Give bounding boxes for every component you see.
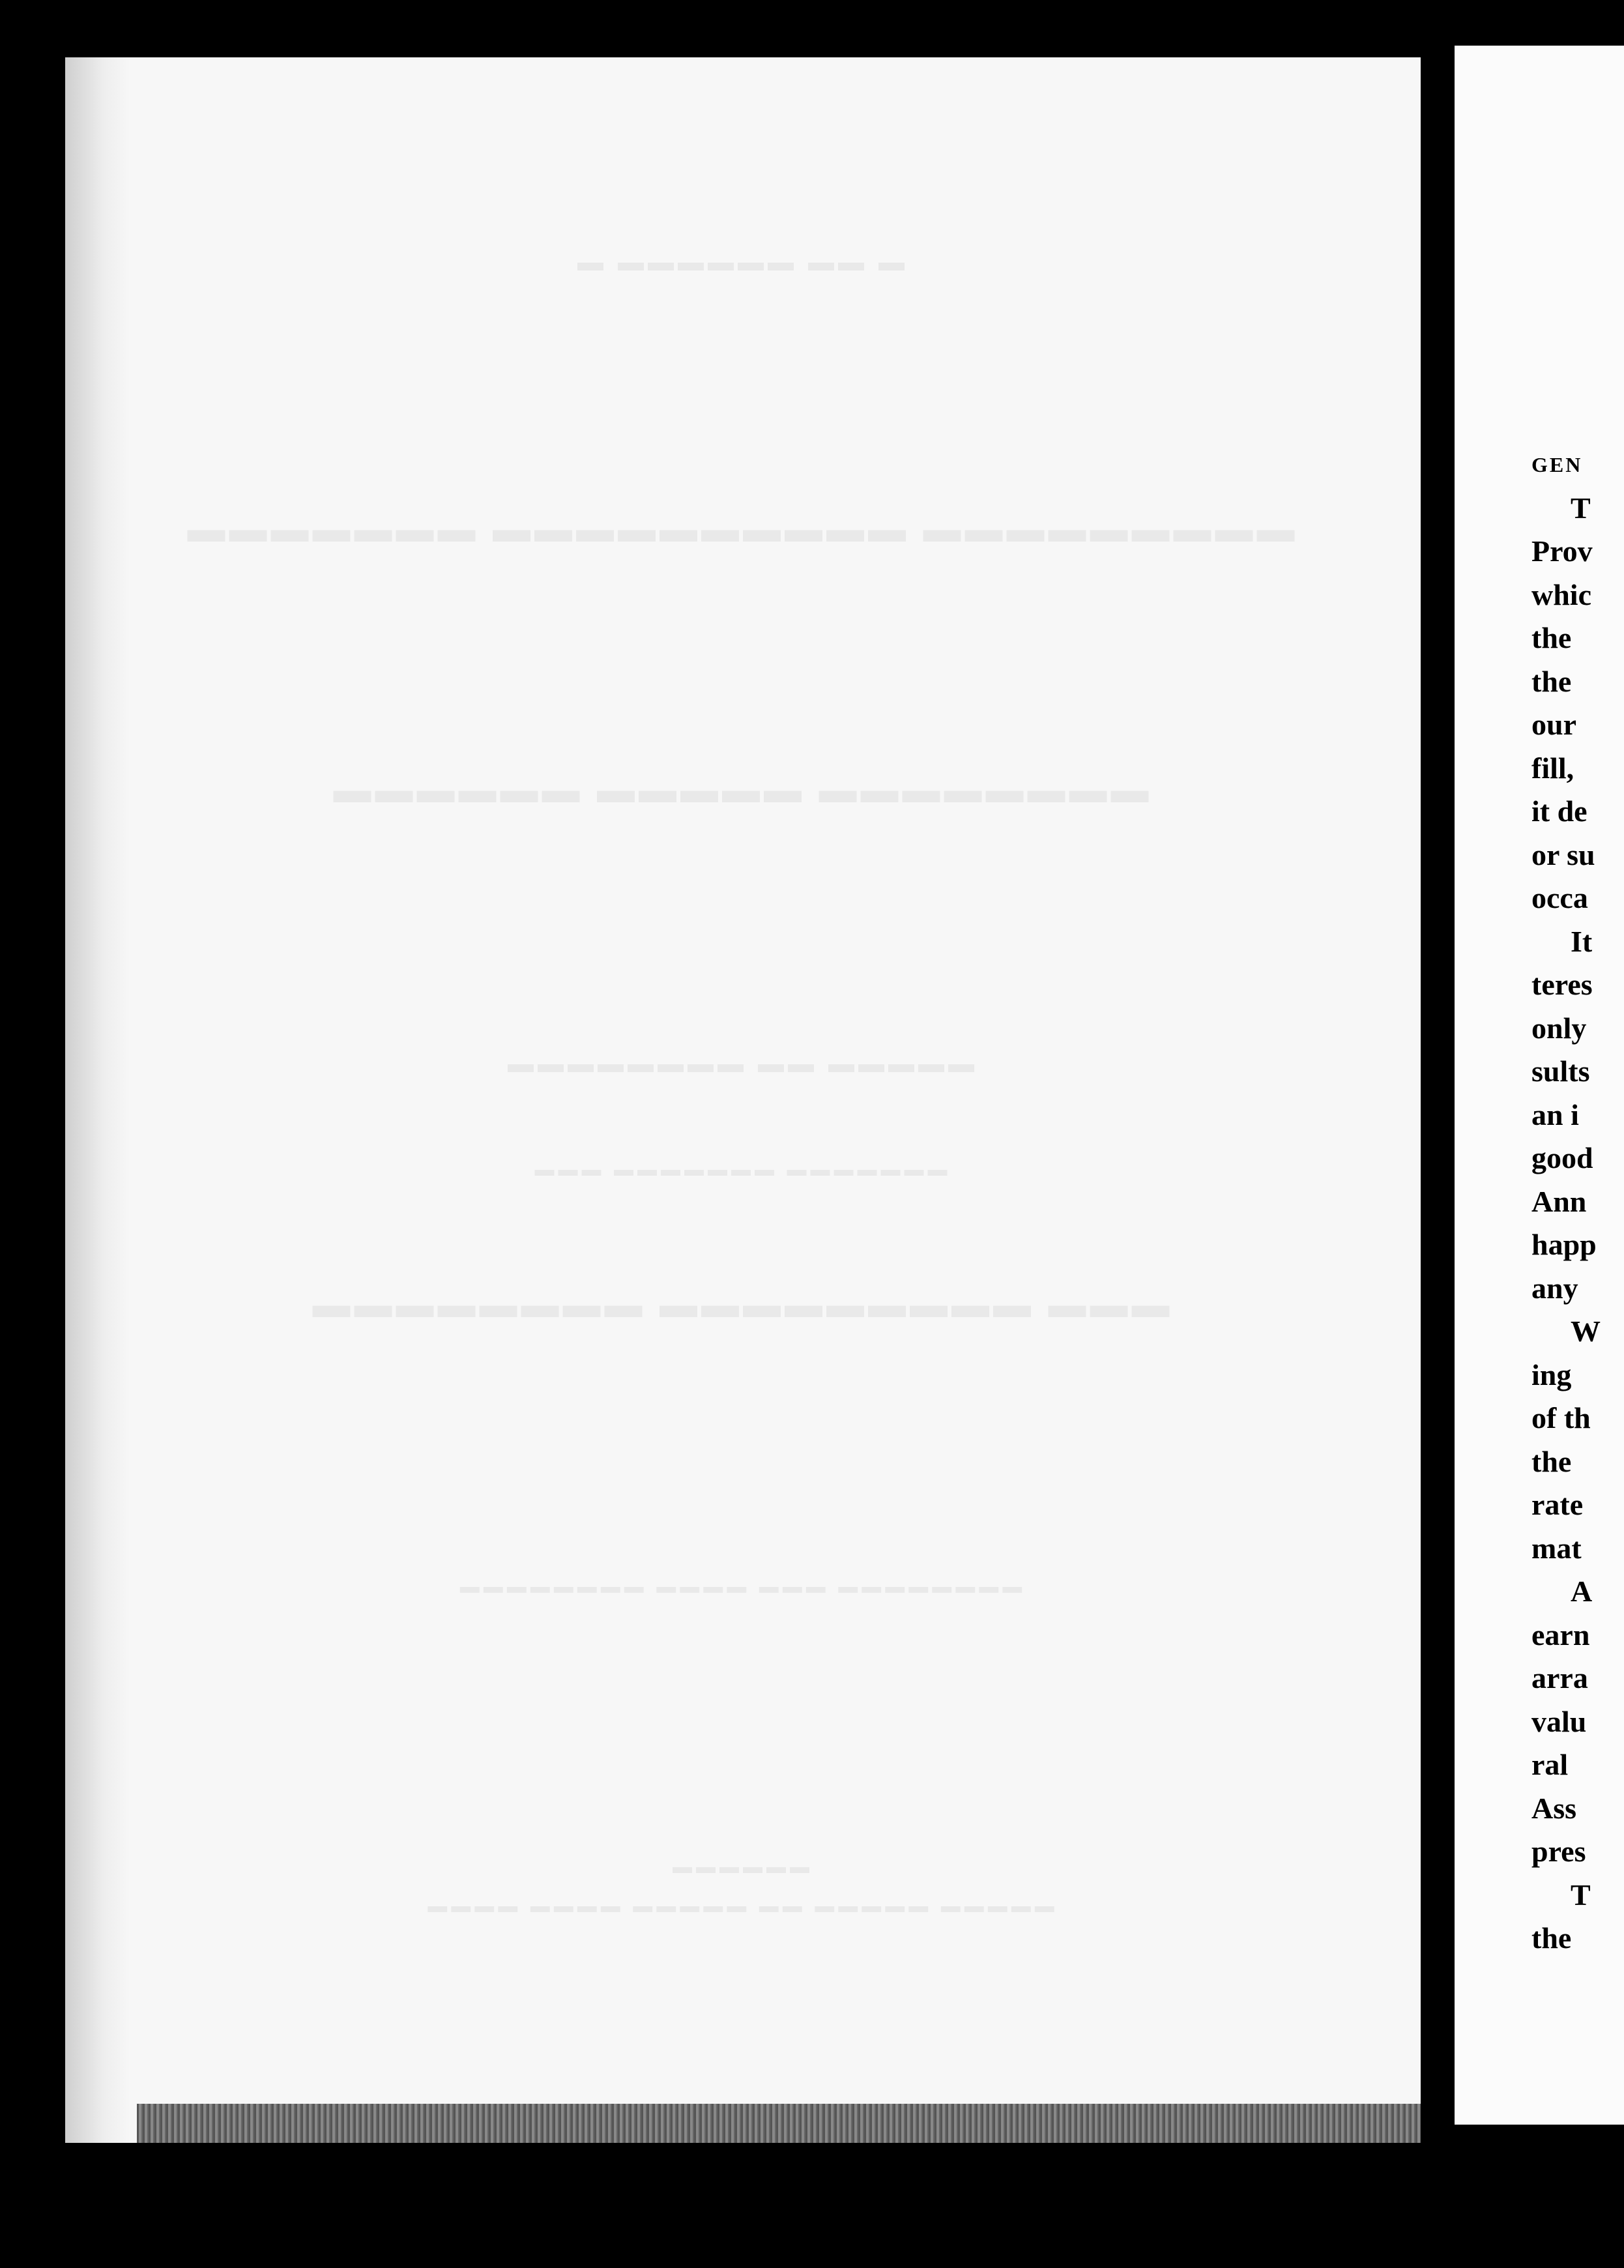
text-line: T [1571,1878,1591,1912]
page-edge-shadow [65,57,130,2143]
text-line: mat [1531,1531,1582,1565]
bleed-through-mark: ▬ ▬▬▬▬▬▬ ▬▬ ▬ [577,247,908,276]
text-line: ral [1531,1748,1569,1781]
text-line: It [1571,924,1593,958]
bleed-through-mark: ▬▬▬▬▬▬▬▬ ▬▬ ▬▬▬▬▬ [508,1049,978,1078]
text-line: the [1531,664,1572,698]
text-line: teres [1531,968,1593,1001]
text-line: valu [1531,1704,1587,1738]
page-bottom-edge [137,2104,1421,2143]
text-line: the [1531,621,1572,654]
text-line: fill, [1531,751,1574,785]
text-line: good [1531,1141,1593,1174]
bleed-through-mark: ▬▬▬▬▬▬▬▬ ▬▬▬▬▬▬▬▬▬ ▬▬▬ [312,1283,1174,1326]
text-line: T [1571,491,1591,525]
bleed-through-mark: ▬▬▬ ▬▬▬▬▬▬▬ ▬▬▬▬▬▬▬ [534,1159,951,1180]
bleed-through-mark: ▬▬▬▬▬▬▬▬ ▬▬▬▬ ▬▬▬ ▬▬▬▬▬▬▬▬ [459,1576,1026,1597]
text-line: or su [1531,837,1595,871]
text-line: rate [1531,1488,1584,1521]
text-line: only [1531,1011,1587,1045]
text-line: A [1571,1575,1593,1608]
bleed-through-mark: ▬▬▬▬▬▬ ▬▬▬▬▬ ▬▬▬▬▬▬▬▬ [333,768,1153,811]
text-line: ing [1531,1358,1572,1391]
text-line: happ [1531,1228,1597,1261]
text-line: our [1531,708,1576,741]
section-heading: GEN [1531,453,1583,476]
bleed-through-mark: ▬▬▬▬▬▬▬ ▬▬▬▬▬▬▬▬▬▬ ▬▬▬▬▬▬▬▬▬ [187,508,1299,550]
text-line: W [1571,1315,1601,1348]
text-line: Prov [1531,534,1593,568]
text-line: pres [1531,1835,1586,1868]
text-line: earn [1531,1618,1590,1651]
text-line: any [1531,1271,1578,1305]
bleed-through-mark: ▬▬▬▬▬▬ [673,1856,813,1878]
text-line: it de [1531,794,1588,828]
text-line: sults [1531,1054,1590,1088]
text-line: the [1531,1921,1572,1955]
text-line: occa [1531,881,1588,914]
text-line: arra [1531,1661,1588,1694]
text-line: whic [1531,577,1591,611]
bleed-through-mark: ▬▬▬▬ ▬▬▬▬ ▬▬▬▬▬ ▬▬ ▬▬▬▬▬ ▬▬▬▬▬ [428,1895,1058,1917]
text-line: the [1531,1444,1572,1478]
text-line: Ann [1531,1184,1587,1218]
text-line: an i [1531,1098,1579,1131]
text-line: Ass [1531,1791,1577,1825]
left-page-blank [65,57,1421,2143]
right-page-text [1531,443,1601,1960]
text-lines [1531,487,1601,1960]
text-line: of th [1531,1401,1591,1434]
